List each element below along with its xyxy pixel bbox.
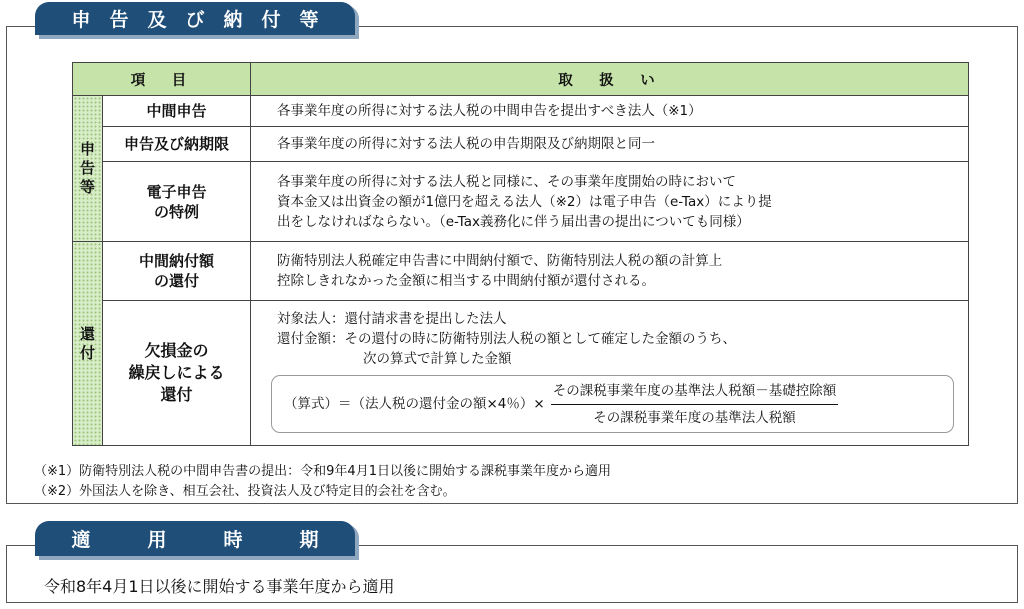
item-interim-refund (103, 242, 251, 301)
formula-box (271, 375, 954, 433)
category-char: 申 (79, 140, 95, 158)
category-char: 付 (79, 343, 95, 362)
item-label: 繰戻しによる (128, 363, 225, 382)
item-label: の還付 (153, 272, 199, 290)
item-e-filing (103, 162, 251, 242)
item-label: 電子申告 (146, 182, 207, 201)
footnote-1: （※1）防衛特別法人税の中間申告書の提出：令和9年4月1日以後に開始する課税事業年度から適用 (34, 464, 611, 479)
effective-date-title: 適 用 時 期 (35, 521, 355, 556)
desc-interim-refund (251, 242, 969, 301)
item-label: 申告及び納期限 (123, 135, 229, 153)
desc-line: 控除しきれなかった金額に相当する中間納付額が還付される。 (277, 273, 655, 289)
category-filing (73, 96, 103, 242)
item-label: の特例 (153, 202, 199, 221)
category-refund (73, 242, 103, 446)
desc-line: 各事業年度の所得に対する法人税の中間申告を提出すべき法人（※1） (277, 103, 702, 119)
item-label: 中間納付額 (138, 252, 214, 270)
effective-date-text: 令和8年4月1日以後に開始する事業年度から適用 (44, 577, 395, 596)
desc-line: 出をしなければならない。（e-Tax義務化に伴う届出書の提出についても同様） (277, 213, 750, 230)
formula-denominator: その課税事業年度の基準法人税額 (593, 409, 796, 426)
desc-line: 防衛特別法人税確定申告書に中間納付額で、防衛特別法人税の額の計算上 (277, 253, 723, 269)
category-char: 告 (79, 159, 95, 177)
item-filing-deadline (103, 127, 251, 162)
formula-left: （算式）＝（法人税の還付金の額×4％）× (284, 396, 545, 412)
table-row (73, 242, 969, 301)
desc-line: 資本金又は出資金の額が1億円を超える法人（※2）は電子申告（e-Tax）により提 (277, 193, 772, 210)
formula-numerator: その課税事業年度の基準法人税額－基礎控除額 (551, 381, 839, 405)
category-char: 等 (79, 178, 95, 196)
header-item: 項 目 (73, 63, 251, 96)
desc-line: 還付金額：その還付の時に防衛特別法人税の額として確定した金額のうち、 (277, 331, 736, 347)
desc-loss-carryback (251, 301, 969, 446)
filing-payment-title: 申 告 及 び 納 付 等 (35, 2, 355, 35)
table-row (73, 127, 969, 162)
desc-line: 各事業年度の所得に対する法人税の申告期限及び納期限と同一 (277, 136, 655, 152)
table-row (73, 96, 969, 127)
table-row (73, 301, 969, 446)
header-handling: 取 扱 い (251, 63, 969, 96)
table-header-row (73, 63, 969, 96)
desc-filing-deadline (251, 127, 969, 162)
footnote-2: （※2）外国法人を除き、相互会社、投資法人及び特定目的会社を含む。 (34, 484, 456, 499)
item-loss-carryback (103, 301, 251, 446)
desc-line: 各事業年度の所得に対する法人税と同様に、その事業年度開始の時において (277, 173, 736, 190)
item-label: 中間申告 (146, 102, 207, 120)
filing-payment-table (72, 62, 969, 446)
item-interim-return (103, 96, 251, 127)
item-label: 欠損金の (144, 341, 209, 360)
desc-interim-return (251, 96, 969, 127)
item-label: 還付 (160, 385, 193, 404)
table-row (73, 162, 969, 242)
category-char: 還 (79, 324, 95, 343)
desc-e-filing (251, 162, 969, 242)
formula-fraction (551, 381, 839, 428)
desc-line: 次の算式で計算した金額 (363, 351, 512, 367)
desc-line: 対象法人：還付請求書を提出した法人 (277, 311, 507, 327)
